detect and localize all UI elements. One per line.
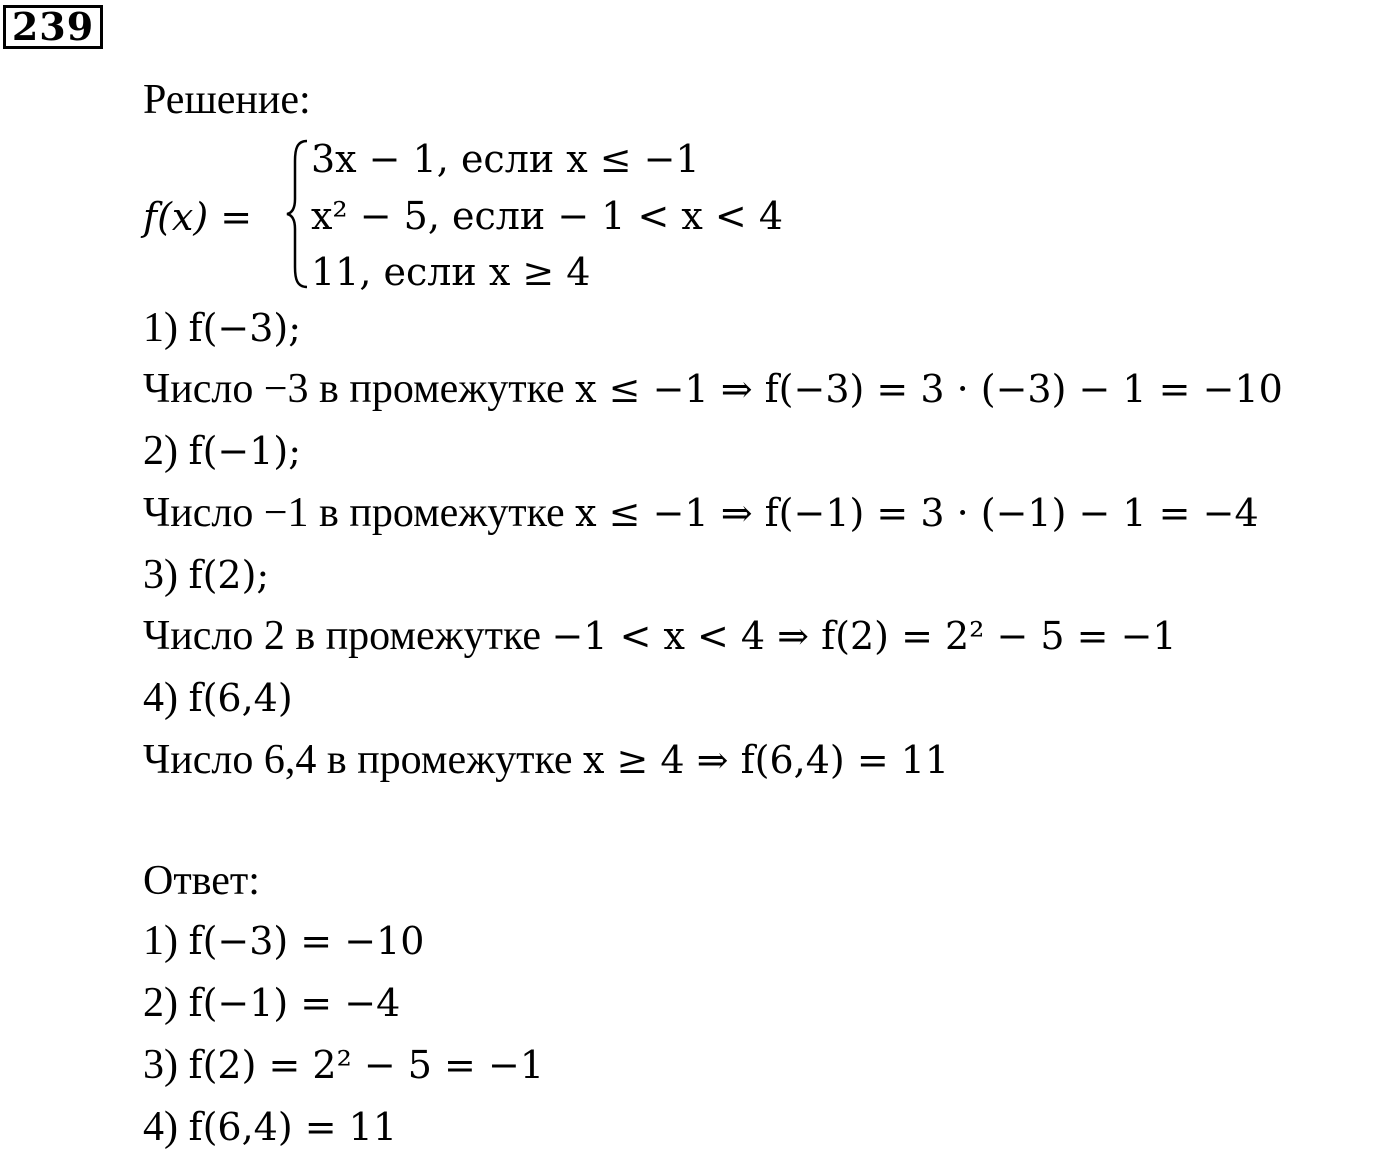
step-text: Число 2 в промежутке	[143, 613, 541, 659]
answer-4	[143, 1101, 397, 1153]
problem-number-box	[3, 5, 103, 49]
step-4-body	[143, 734, 949, 786]
step-1-body	[143, 363, 1283, 415]
answer-1	[143, 915, 424, 967]
step-text: Число 6,4 в промежутке	[143, 737, 573, 783]
answer-2	[143, 977, 400, 1029]
step-2-body	[143, 487, 1259, 539]
step-text: Число −3 в промежутке	[143, 366, 565, 412]
answer-math: f(6,4) = 11	[188, 1105, 397, 1149]
step-text: Число −1 в промежутке	[143, 490, 565, 536]
answer-heading: Ответ:	[143, 858, 260, 904]
case-1: 3x − 1, если x ≤ −1	[311, 137, 700, 181]
step-label: 1)	[143, 305, 178, 351]
answer-label: 4)	[143, 1104, 178, 1150]
answer-math: f(2) = 2² − 5 = −1	[188, 1043, 544, 1087]
case-2: x² − 5, если − 1 < x < 4	[311, 194, 784, 238]
step-math: x ≥ 4 ⇒ f(6,4) = 11	[582, 738, 950, 782]
step-call: f(−3);	[188, 306, 302, 350]
step-math: x ≤ −1 ⇒ f(−3) = 3 · (−3) − 1 = −10	[575, 367, 1283, 411]
step-3-body	[143, 610, 1177, 662]
solution-heading: Решение:	[143, 77, 311, 123]
step-call: f(6,4)	[188, 676, 293, 720]
step-1-title	[143, 302, 301, 354]
answer-label: 1)	[143, 918, 178, 964]
step-2-title	[143, 425, 301, 477]
answer-math: f(−3) = −10	[188, 919, 425, 963]
step-math: x ≤ −1 ⇒ f(−1) = 3 · (−1) − 1 = −4	[575, 491, 1259, 535]
step-label: 2)	[143, 428, 178, 474]
step-math: −1 < x < 4 ⇒ f(2) = 2² − 5 = −1	[551, 614, 1177, 658]
step-label: 4)	[143, 675, 178, 721]
answer-label: 2)	[143, 980, 178, 1026]
step-4-title	[143, 672, 293, 724]
function-lhs: f(x) =	[143, 195, 253, 239]
answer-3	[143, 1039, 544, 1091]
case-3: 11, если x ≥ 4	[311, 250, 591, 294]
step-3-title	[143, 549, 269, 601]
step-call: f(2);	[188, 553, 270, 597]
left-brace-icon	[285, 139, 311, 289]
step-label: 3)	[143, 552, 178, 598]
problem-number: 239	[11, 4, 95, 49]
answer-label: 3)	[143, 1042, 178, 1088]
step-call: f(−1);	[188, 429, 302, 473]
answer-math: f(−1) = −4	[188, 981, 401, 1025]
